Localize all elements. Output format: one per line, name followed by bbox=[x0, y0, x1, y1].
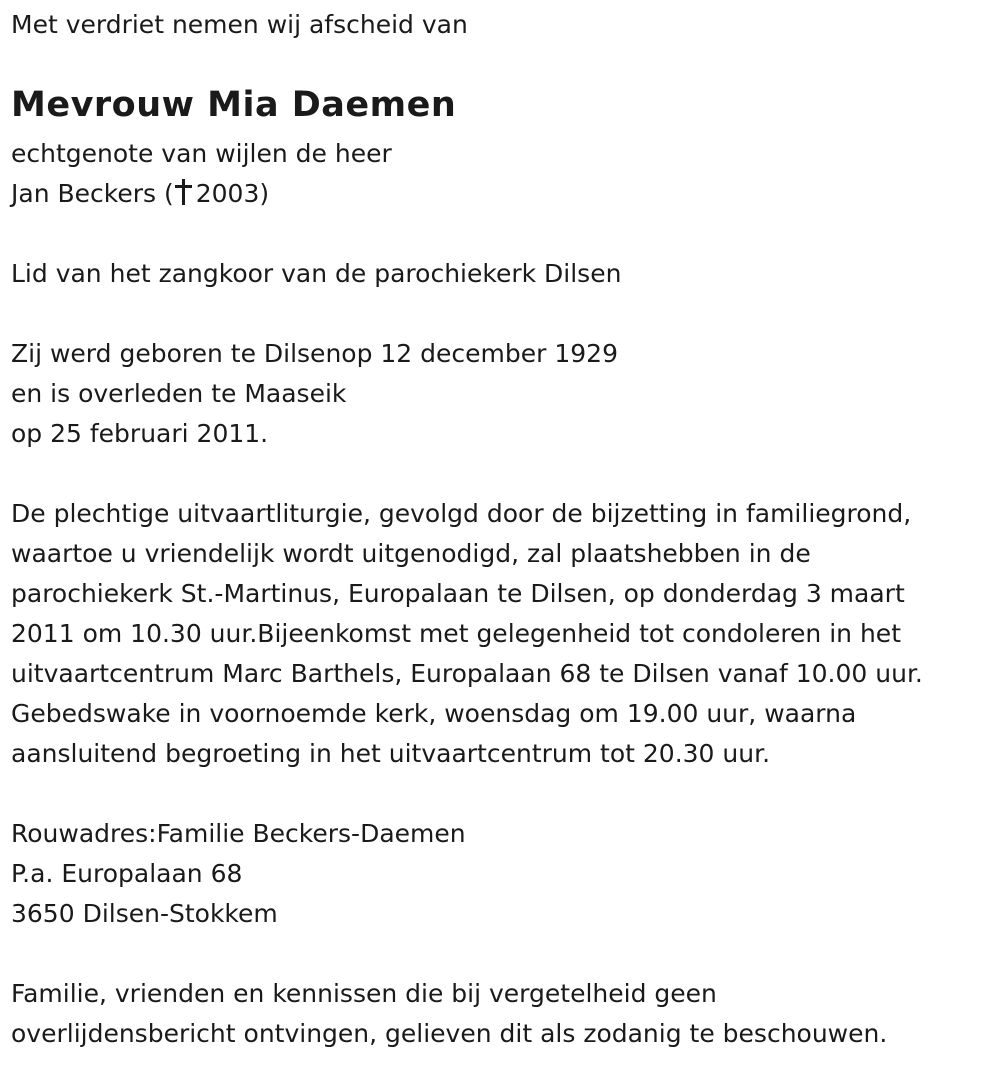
ceremony-line-4: 2011 om 10.30 uur.Bijeenkomst met gelegenheid tot condoleren in het bbox=[11, 619, 901, 648]
closing-line-2: overlijdensbericht ontvingen, gelieven dit als zodanig te beschouwen. bbox=[11, 1019, 888, 1048]
spouse-line: echtgenote van wijlen de heer bbox=[11, 139, 392, 168]
membership-text: Lid van het zangkoor van de parochiekerk Dilsen bbox=[11, 259, 622, 288]
ceremony-line-6: Gebedswake in voornoemde kerk, woensdag om 19.00 uur, waarna bbox=[11, 699, 857, 728]
death-place-line: en is overleden te Maaseik bbox=[11, 379, 347, 408]
birth-line: Zij werd geboren te Dilsenop 12 december 1929 bbox=[11, 339, 618, 368]
intro-text: Met verdriet nemen wij afscheid van bbox=[11, 10, 468, 39]
cross-icon bbox=[175, 179, 193, 205]
ceremony-line-2: waartoe u vriendelijk wordt uitgenodigd, zal plaatshebben in de bbox=[11, 539, 811, 568]
deceased-name: Mevrouw Mia Daemen bbox=[11, 85, 457, 125]
ceremony-line-5: uitvaartcentrum Marc Barthels, Europalaan 68 te Dilsen vanaf 10.00 uur. bbox=[11, 659, 923, 688]
ceremony-line-7: aansluitend begroeting in het uitvaartcentrum tot 20.30 uur. bbox=[11, 739, 771, 768]
ceremony-line-1: De plechtige uitvaartliturgie, gevolgd door de bijzetting in familiegrond, bbox=[11, 499, 912, 528]
spouse-name: Jan Beckers ( bbox=[11, 179, 174, 208]
death-date-line: op 25 februari 2011. bbox=[11, 419, 269, 448]
spouse-name-line bbox=[11, 174, 269, 214]
spouse-death-year: 2003) bbox=[195, 179, 270, 208]
address-line-3: 3650 Dilsen-Stokkem bbox=[11, 899, 278, 928]
ceremony-line-3: parochiekerk St.-Martinus, Europalaan te Dilsen, op donderdag 3 maart bbox=[11, 579, 905, 608]
closing-line-1: Familie, vrienden en kennissen die bij vergetelheid geen bbox=[11, 979, 717, 1008]
address-line-1: Rouwadres:Familie Beckers-Daemen bbox=[11, 819, 466, 848]
address-line-2: P.a. Europalaan 68 bbox=[11, 859, 243, 888]
